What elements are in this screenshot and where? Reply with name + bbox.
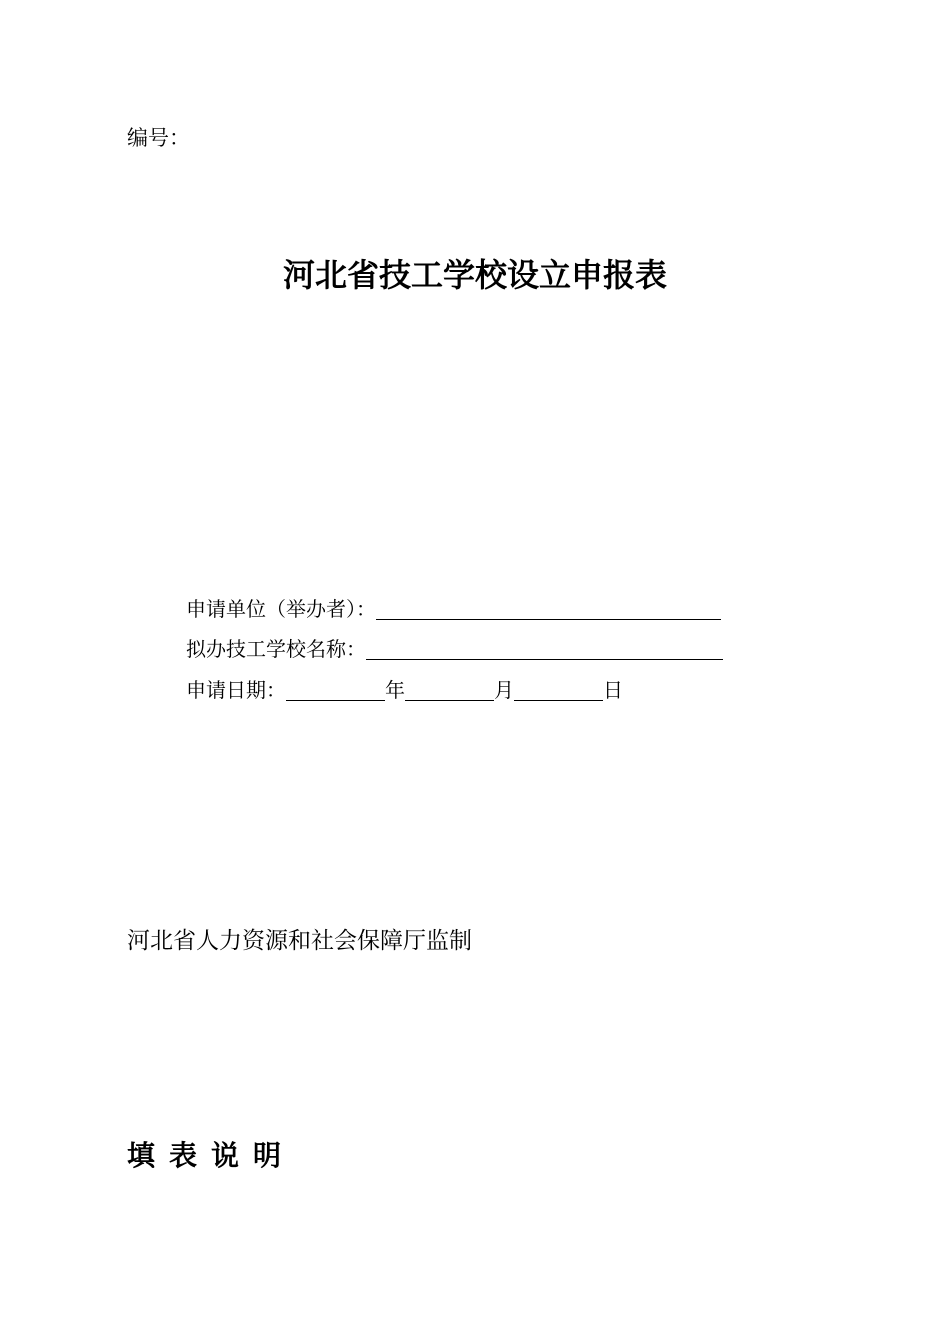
month-unit: 月 xyxy=(494,678,514,702)
school-name-row xyxy=(186,635,723,663)
day-unit: 日 xyxy=(603,678,623,702)
school-name-label: 拟办技工学校名称： xyxy=(186,637,366,661)
issuer-text: 河北省人力资源和社会保障厅监制 xyxy=(127,928,472,954)
day-field[interactable] xyxy=(514,678,603,701)
year-field[interactable] xyxy=(286,678,385,701)
applicant-label: 申请单位（举办者）： xyxy=(186,597,376,621)
application-date-row xyxy=(186,676,623,704)
instructions-heading: 填表说明 xyxy=(127,1139,296,1172)
date-label: 申请日期： xyxy=(186,678,286,702)
year-unit: 年 xyxy=(385,678,405,702)
applicant-field[interactable] xyxy=(376,597,721,620)
school-name-field[interactable] xyxy=(366,637,723,660)
applicant-row xyxy=(186,595,721,623)
serial-number-label: 编号： xyxy=(127,126,190,150)
month-field[interactable] xyxy=(405,678,494,701)
document-title: 河北省技工学校设立申报表 xyxy=(282,256,667,294)
